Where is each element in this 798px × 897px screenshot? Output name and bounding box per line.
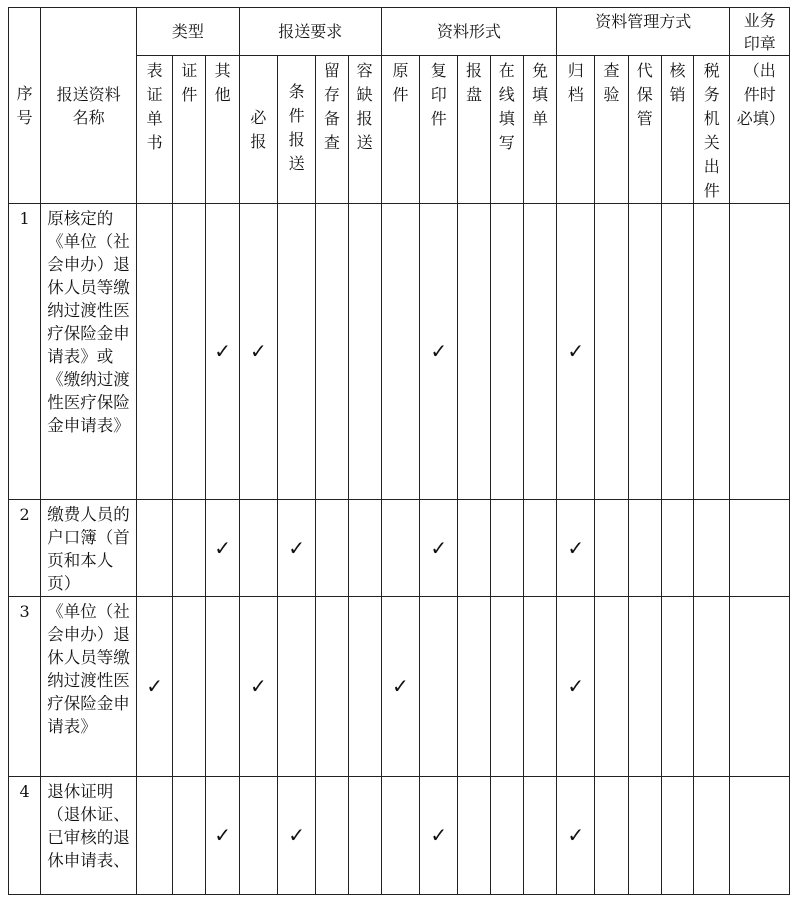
seq-header: 序号 <box>9 8 41 204</box>
mark-cell <box>694 204 730 500</box>
mark-cell: ✓ <box>557 597 595 777</box>
mark-cell: ✓ <box>557 500 595 597</box>
mark-cell <box>628 500 661 597</box>
col-header: 免填单 <box>523 56 556 204</box>
col-header: 表证单书 <box>136 56 172 204</box>
mark-cell: ✓ <box>278 777 316 895</box>
mark-cell: ✓ <box>557 777 595 895</box>
col-header: 报盘 <box>458 56 490 204</box>
seal-note-header: （出件时必填） <box>730 56 790 204</box>
mark-cell <box>661 777 693 895</box>
col-header: 归档 <box>557 56 595 204</box>
mark-cell <box>348 597 381 777</box>
row-seq: 1 <box>9 204 41 500</box>
mark-cell <box>173 500 206 597</box>
table-row <box>9 777 790 895</box>
mark-cell <box>278 597 316 777</box>
mark-cell <box>490 777 523 895</box>
mark-cell: ✓ <box>206 500 239 597</box>
col-header: 复印件 <box>420 56 458 204</box>
mark-cell <box>661 500 693 597</box>
mark-cell <box>628 597 661 777</box>
mark-cell <box>694 777 730 895</box>
mark-cell <box>458 777 490 895</box>
row-seq: 2 <box>9 500 41 597</box>
mark-cell <box>661 204 693 500</box>
mark-cell: ✓ <box>420 500 458 597</box>
mark-cell <box>348 500 381 597</box>
col-header: 税务机关出件 <box>694 56 730 204</box>
mark-cell <box>136 204 172 500</box>
mark-cell <box>316 777 348 895</box>
mark-cell: ✓ <box>420 777 458 895</box>
mark-cell <box>523 597 556 777</box>
materials-table <box>8 7 790 895</box>
mark-cell: ✓ <box>206 204 239 500</box>
mark-cell: ✓ <box>557 204 595 500</box>
col-header: 条件报送 <box>278 56 316 204</box>
mark-cell <box>730 500 790 597</box>
mark-cell <box>206 597 239 777</box>
mark-cell: ✓ <box>278 500 316 597</box>
seal-group-header: 业务印章 <box>730 8 790 56</box>
header-row-groups <box>9 8 790 56</box>
col-header: 核销 <box>661 56 693 204</box>
mark-cell <box>595 777 628 895</box>
mark-cell <box>490 597 523 777</box>
col-header: 留存备查 <box>316 56 348 204</box>
mark-cell <box>173 204 206 500</box>
mark-cell <box>458 204 490 500</box>
mark-cell <box>173 597 206 777</box>
mark-cell: ✓ <box>239 597 277 777</box>
mark-cell <box>348 204 381 500</box>
mark-cell <box>595 204 628 500</box>
name-header: 报送资料名称 <box>41 8 137 204</box>
col-header: 原件 <box>381 56 419 204</box>
mark-cell <box>458 500 490 597</box>
mark-cell <box>730 204 790 500</box>
type-group-header: 类型 <box>136 8 239 56</box>
table-row <box>9 597 790 777</box>
mark-cell: ✓ <box>420 204 458 500</box>
mark-cell <box>239 500 277 597</box>
mark-cell <box>136 777 172 895</box>
mark-cell <box>523 500 556 597</box>
submit-group-header: 报送要求 <box>239 8 381 56</box>
mark-cell <box>136 500 172 597</box>
mark-cell: ✓ <box>381 597 419 777</box>
table-row <box>9 204 790 500</box>
col-header: 证件 <box>173 56 206 204</box>
table-row <box>9 500 790 597</box>
mark-cell <box>595 597 628 777</box>
mark-cell <box>694 597 730 777</box>
mark-cell <box>316 500 348 597</box>
mark-cell: ✓ <box>206 777 239 895</box>
mark-cell <box>523 777 556 895</box>
row-name: 原核定的《单位（社会申办）退休人员等缴纳过渡性医疗保险金申请表》或《缴纳过渡性医疗保险金申请表》 <box>41 204 137 500</box>
mark-cell <box>730 777 790 895</box>
mark-cell <box>381 204 419 500</box>
row-seq: 3 <box>9 597 41 777</box>
mark-cell <box>348 777 381 895</box>
mark-cell <box>490 204 523 500</box>
col-header: 查验 <box>595 56 628 204</box>
mark-cell <box>694 500 730 597</box>
row-seq: 4 <box>9 777 41 895</box>
mark-cell <box>523 204 556 500</box>
col-header: 容缺报送 <box>348 56 381 204</box>
mark-cell <box>381 777 419 895</box>
col-header: 其他 <box>206 56 239 204</box>
mark-cell <box>490 500 523 597</box>
mark-cell <box>316 204 348 500</box>
mark-cell <box>458 597 490 777</box>
mark-cell <box>595 500 628 597</box>
col-header: 在线填写 <box>490 56 523 204</box>
col-header: 必报 <box>239 56 277 204</box>
mark-cell <box>278 204 316 500</box>
mark-cell <box>628 204 661 500</box>
mark-cell <box>381 500 419 597</box>
mark-cell <box>239 777 277 895</box>
col-header: 代保管 <box>628 56 661 204</box>
row-name: 退休证明（退休证、已审核的退休申请表、 <box>41 777 137 895</box>
mark-cell <box>730 597 790 777</box>
row-name: 《单位（社会申办）退休人员等缴纳过渡性医疗保险金申请表》 <box>41 597 137 777</box>
mark-cell <box>316 597 348 777</box>
mark-cell <box>420 597 458 777</box>
form-group-header: 资料形式 <box>381 8 556 56</box>
row-name: 缴费人员的户口簿（首页和本人页） <box>41 500 137 597</box>
mark-cell: ✓ <box>136 597 172 777</box>
manage-group-header: 资料管理方式 <box>557 8 730 56</box>
mark-cell <box>173 777 206 895</box>
mark-cell: ✓ <box>239 204 277 500</box>
mark-cell <box>628 777 661 895</box>
mark-cell <box>661 597 693 777</box>
